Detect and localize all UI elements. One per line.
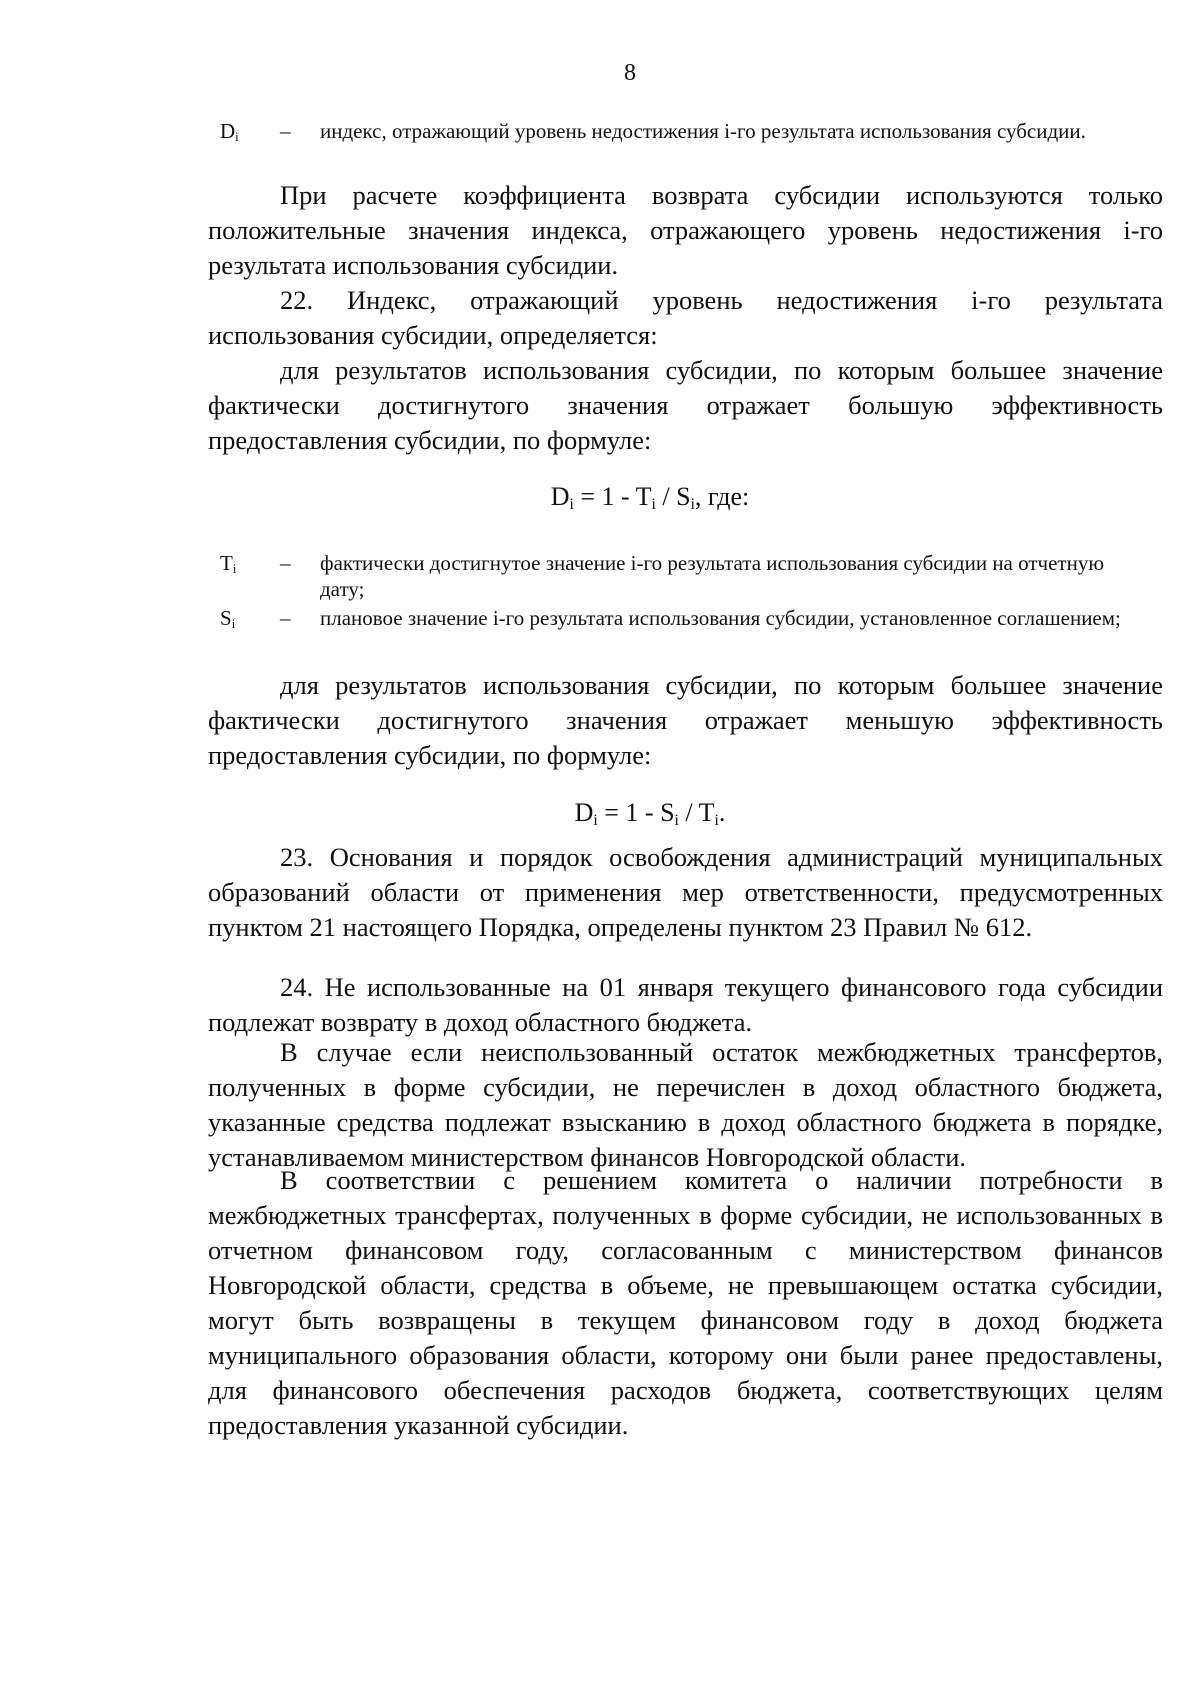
glossary-item-d <box>220 118 1140 144</box>
glossary-dash: – <box>280 119 291 143</box>
glossary-definition: фактически достигнутое значение i-го результата использования субсидии на отчетную дату; <box>320 551 1105 601</box>
paragraph-23: 23. Основания и порядок освобождения администраций муниципальных образований области от применения мер ответственности, предусмотренных пунктом 21 настоящего Порядка, определены пунктом 23 Правил № 612. <box>208 842 1163 942</box>
page-number: 8 <box>624 60 636 86</box>
glossary-symbol: $S_i$ <box>220 606 236 632</box>
paragraph-24: 24. Не использованные на 01 января текущего финансового года субсидии подлежат возврату в доход областного бюджета. <box>208 972 1163 1037</box>
paragraph-greater-is-better: для результатов использования субсидии, по которым большее значение фактически достигнутого значения отражает большую эффективность предоставления субсидии, по формуле: <box>208 355 1163 455</box>
glossary-symbol: $T_i$ <box>220 551 237 577</box>
paragraph-positive-values-note: При расчете коэффициента возврата субсидии используются только положительные значения индекса, отражающего уровень недостижения i-го результата использования субсидии. <box>208 180 1163 280</box>
paragraph-recovery: В случае если неиспользованный остаток межбюджетных трансфертов, полученных в форме субсидии, не перечислен в доход областного бюджета, указанные средства подлежат взысканию в доход областного бюджета в порядке, устанавливаемом министерством финансов Новгородской области. <box>208 1037 1163 1172</box>
glossary-definition: плановое значение i-го результата использования субсидии, установленное соглашением; <box>320 606 1121 630</box>
glossary-item-t <box>220 550 1140 602</box>
glossary-dash: – <box>280 551 291 575</box>
glossary-symbol: $D_i$ <box>220 119 239 145</box>
glossary-definition: индекс, отражающий уровень недостижения i-го результата использования субсидии. <box>320 119 1086 143</box>
formula-greater-is-worse: $D_i = 1 - S_i / T_i$. <box>574 798 726 829</box>
glossary-item-s <box>220 605 1140 631</box>
formula-greater-is-better: $D_i = 1 - T_i / S_i$, где: <box>550 482 750 513</box>
glossary-dash: – <box>280 606 291 630</box>
paragraph-greater-is-worse: для результатов использования субсидии, по которым большее значение фактически достигнутого значения отражает меньшую эффективность предоставления субсидии, по формуле: <box>208 670 1163 770</box>
paragraph-22: 22. Индекс, отражающий уровень недостижения i-го результата использования субсидии, определяется: <box>208 285 1163 350</box>
paragraph-return-to-budget: В соответствии с решением комитета о наличии потребности в межбюджетных трансфертах, полученных в форме субсидии, не использованных в отчетном финансовом году, согласованным с министерством финансов Новгородской области, средства в объеме, не превышающем остатка субсидии, могут быть возвращены в текущем финансовом году в доход бюджета муниципального образования области, которому они были ранее предоставлены, для финансового обеспечения расходов бюджета, соответствующих целям предоставления указанной субсидии. <box>208 1165 1163 1440</box>
